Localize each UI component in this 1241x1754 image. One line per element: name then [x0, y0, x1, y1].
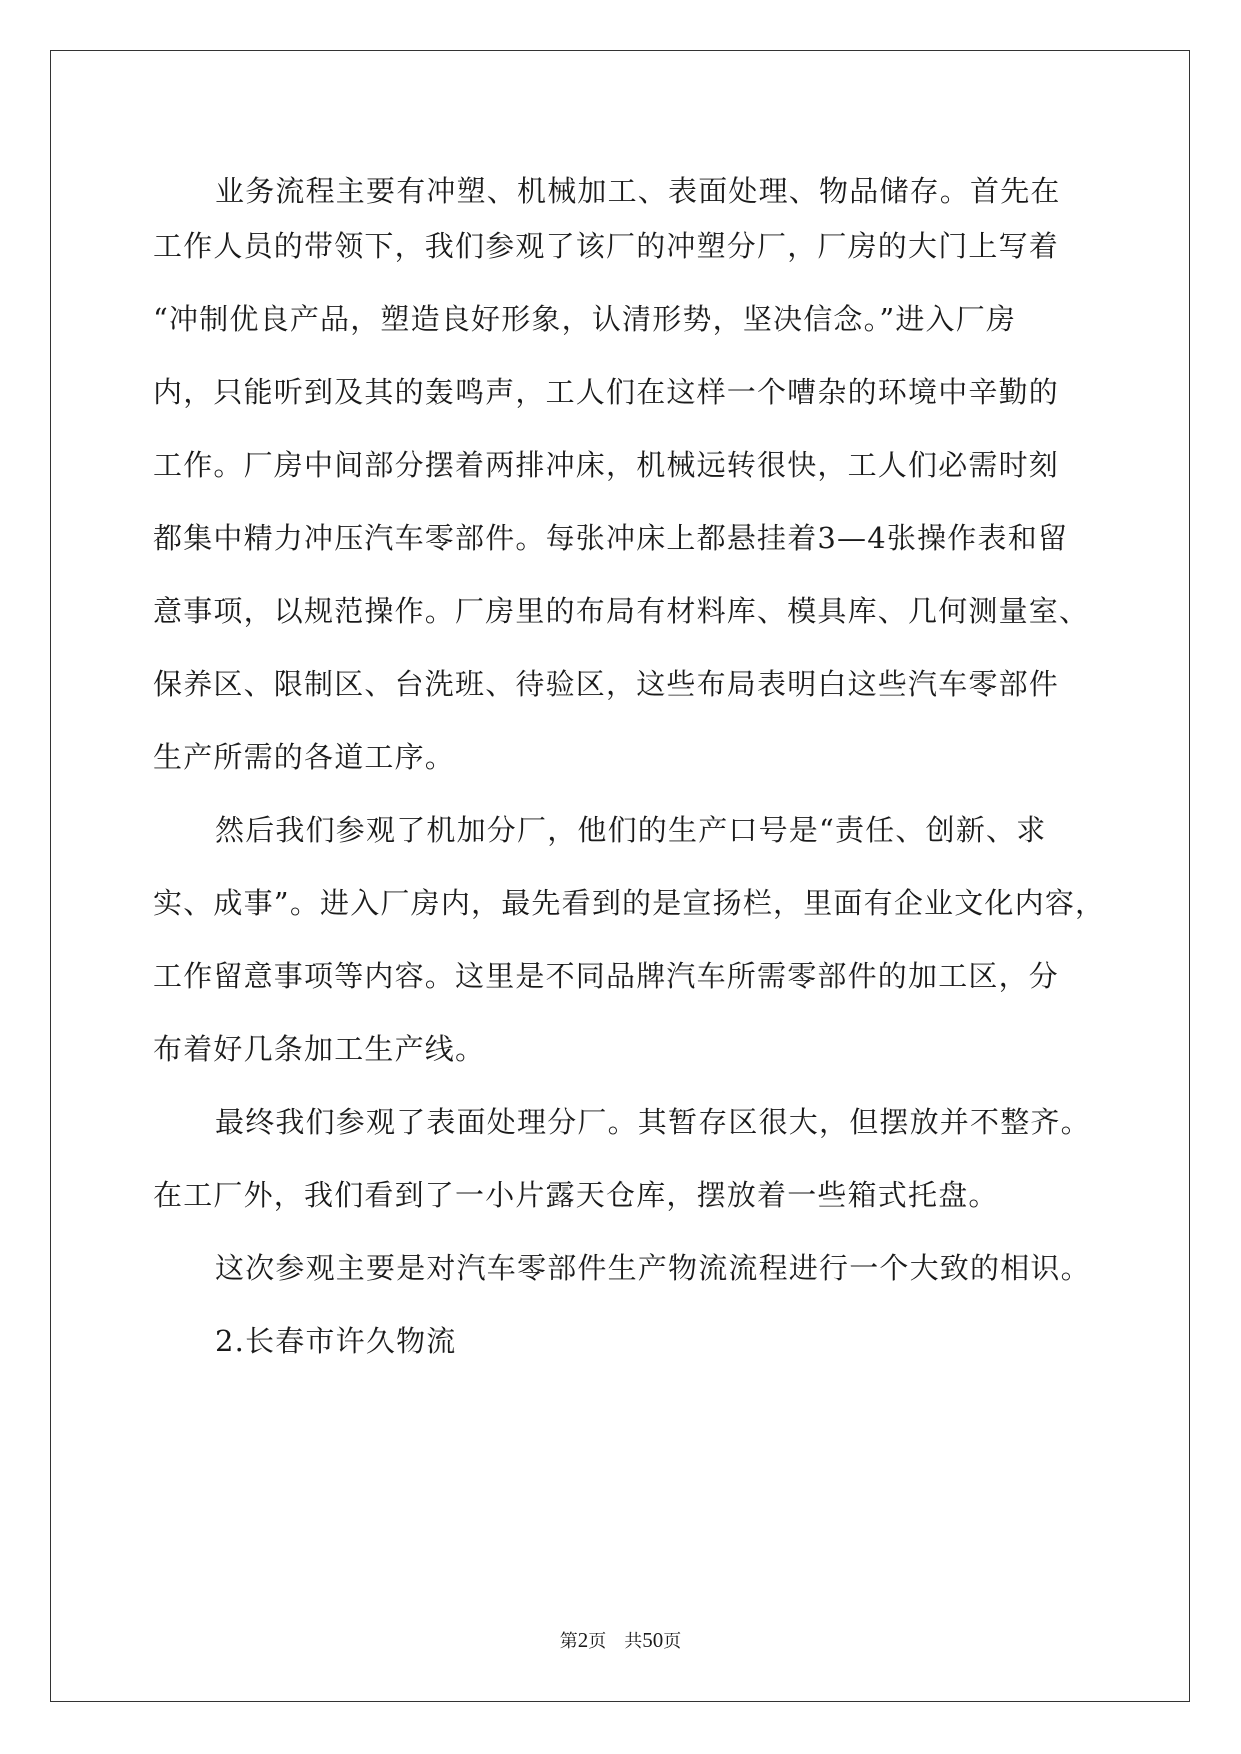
text-line: 然后我们参观了机加分厂，他们的生产口号是“责任、创新、求	[215, 813, 1047, 847]
page-label-suffix: 页	[588, 1631, 607, 1652]
text-line: 业务流程主要有冲塑、机械加工、表面处理、物品储存。首先在	[215, 174, 1061, 208]
text-line: 布着好几条加工生产线。	[153, 1032, 486, 1066]
total-label-prefix: 共	[624, 1631, 643, 1652]
text-line: 内，只能听到及其的轰鸣声，工人们在这样一个嘈杂的环境中辛勤的	[153, 375, 1060, 409]
text-line: 实、成事”。进入厂房内，最先看到的是宣扬栏，里面有企业文化内容，	[153, 886, 1106, 920]
text-line: 工作留意事项等内容。这里是不同品牌汽车所需零部件的加工区，分	[153, 959, 1060, 993]
page-border	[50, 50, 1190, 1702]
text-line: 工作。厂房中间部分摆着两排冲床，机械远转很快，工人们必需时刻	[153, 448, 1060, 482]
text-line: 这次参观主要是对汽车零部件生产物流流程进行一个大致的相识。	[215, 1251, 1091, 1285]
text-line: 2.长春市许久物流	[215, 1324, 457, 1358]
text-line: 都集中精力冲压汽车零部件。每张冲床上都悬挂着3—4张操作表和留	[153, 521, 1069, 555]
text-line: “冲制优良产品，塑造良好形象，认清形势，坚决信念。”进入厂房	[153, 302, 1017, 336]
text-line: 在工厂外，我们看到了一小片露天仓库，摆放着一些箱式托盘。	[153, 1178, 999, 1212]
page-footer	[0, 1628, 1241, 1654]
total-label-suffix: 页	[663, 1631, 682, 1652]
text-line: 意事项，以规范操作。厂房里的布局有材料库、模具库、几何测量室、	[153, 594, 1090, 628]
text-line: 最终我们参观了表面处理分厂。其暂存区很大，但摆放并不整齐。	[215, 1105, 1091, 1139]
current-page-number: 2	[577, 1628, 589, 1652]
text-line: 工作人员的带领下，我们参观了该厂的冲塑分厂，厂房的大门上写着	[153, 229, 1060, 263]
page-label-prefix: 第	[559, 1631, 578, 1652]
text-line: 保养区、限制区、台洗班、待验区，这些布局表明白这些汽车零部件	[153, 667, 1060, 701]
text-line: 生产所需的各道工序。	[153, 740, 456, 774]
total-page-count: 50	[642, 1628, 664, 1652]
